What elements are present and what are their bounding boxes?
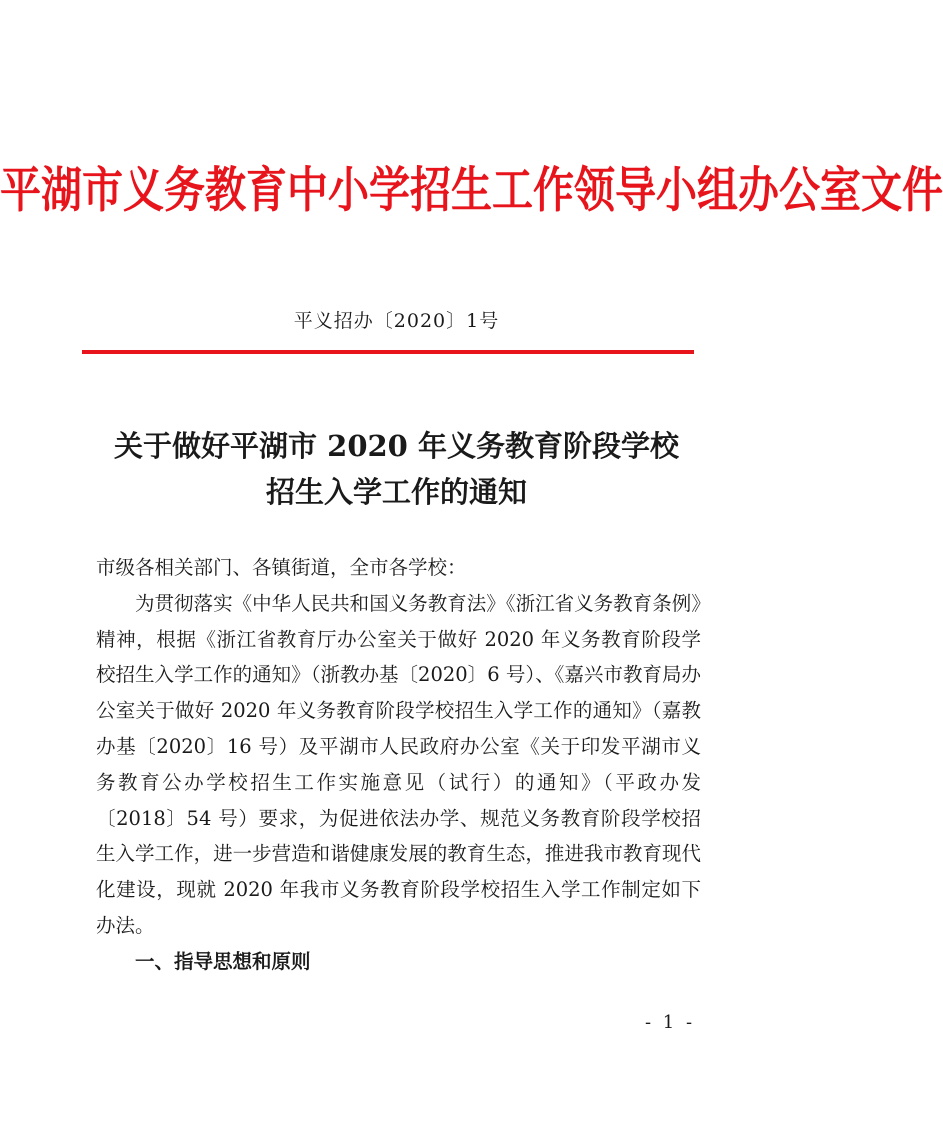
document-body bbox=[96, 550, 701, 980]
title-line-2: 招生入学工作的通知 bbox=[265, 475, 527, 509]
document-title bbox=[0, 423, 793, 515]
watermark bbox=[130, 96, 621, 440]
document-masthead: 平湖市义务教育中小学招生工作领导小组办公室文件 bbox=[0, 161, 943, 219]
title-line-1: 关于做好平湖市 2020 年义务教育阶段学校 bbox=[114, 429, 679, 463]
red-divider-line bbox=[82, 350, 694, 354]
page-number: - 1 - bbox=[645, 1012, 696, 1033]
document-number: 平义招办〔2020〕1号 bbox=[293, 310, 500, 332]
salutation: 市级各相关部门、各镇街道，全市各学校： bbox=[96, 556, 467, 579]
body-paragraph: 为贯彻落实《中华人民共和国义务教育法》《浙江省义务教育条例》精神，根据《浙江省教育厅办公室关于做好 2020 年义务教育阶段学校招生入学工作的通知》（浙教办基〔2020〕6 号）、《嘉兴市教育局办公室关于做好 2020 年义务教育阶段学校招生入学工作的通知》（嘉教办基〔2020〕16 号）及平湖市人民政府办公室《关于印发平湖市义务教育公办学校招生工作实施意见（试行）的通知》（平政办发〔2018〕54 号）要求，为促进依法办学、规范义务教育阶段学校招生入学工作，进一步营造和谐健康发展的教育生态，推进我市教育现代化建设，现就 2020 年我市义务教育阶段学校招生入学工作制定如下办法。 bbox=[96, 591, 701, 937]
section-heading: 一、指导思想和原则 bbox=[135, 949, 311, 973]
